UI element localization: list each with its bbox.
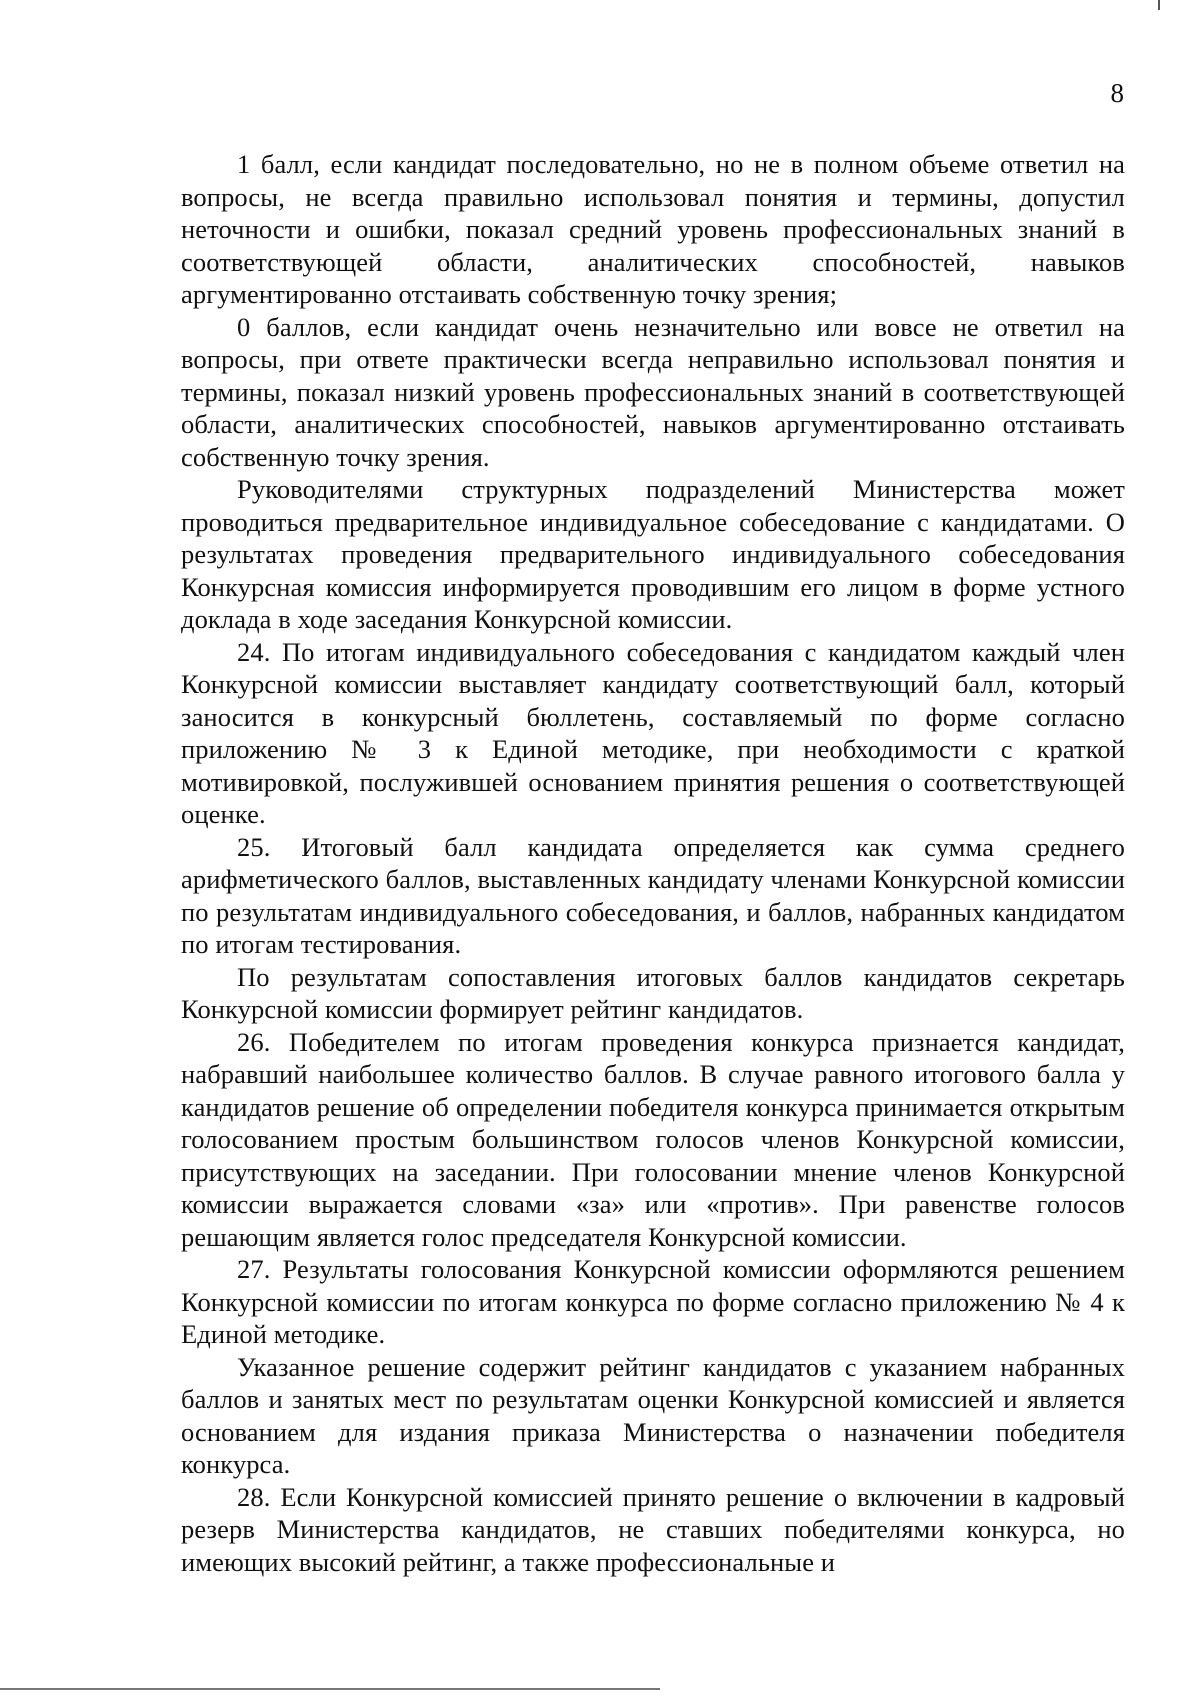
paragraph-score-0: 0 баллов, если кандидат очень незначительно или вовсе не ответил на вопросы, при ответе практически всегда неправильно использовал понятия и термины, показал низкий уровень профессиональных знаний в соответствующей области, аналитических способностей, навыков аргументированно отстаивать собственную точку зрения. [181, 311, 1125, 472]
paragraph-decision: Указанное решение содержит рейтинг кандидатов с указанием набранных баллов и занятых мест по результатам оценки Конкурсной комиссией и является основанием для издания приказа Министерства о назначении победителя конкурса. [181, 1351, 1125, 1479]
paragraph-score-1: 1 балл, если кандидат последовательно, но не в полном объеме ответил на вопросы, не всегда правильно использовал понятия и термины, допустил неточности и ошибки, показал средний уровень профессиональных знаний в соответствующей области, аналитических способностей, навыков аргументированно отстаивать собственную точку зрения; [181, 149, 1125, 309]
paragraph-rating: По результатам сопоставления итоговых баллов кандидатов секретарь Конкурсной комиссии формирует рейтинг кандидатов. [181, 961, 1125, 1024]
scan-bottom-edge [0, 1688, 660, 1690]
paragraph-24: 24. По итогам индивидуального собеседования с кандидатом каждый член Конкурсной комиссии выставляет кандидату соответствующий балл, который заносится в конкурсный бюллетень, составляемый по форме согласно приложению № 3 к Единой методике, при необходимости с краткой мотивировкой, послужившей основанием принятия решения о соответствующей оценке. [181, 636, 1125, 829]
paragraph-26: 26. Победителем по итогам проведения конкурса признается кандидат, набравший наибольшее количество баллов. В случае равного итогового балла у кандидатов решение об определении победителя конкурса принимается открытым голосованием простым большинством голосов членов Конкурсной комиссии, присутствующих на заседании. При голосовании мнение членов Конкурсной комиссии выражается словами «за» или «против». При равенстве голосов решающим является голос председателя Конкурсной комиссии. [181, 1026, 1125, 1252]
page-number: 8 [1110, 78, 1124, 108]
paragraph-28: 28. Если Конкурсной комиссией принято решение о включении в кадровый резерв Министерства кандидатов, не ставших победителями конкурса, но имеющих высокий рейтинг, а также профессиональные и [181, 1481, 1125, 1577]
scan-edge-mark [1158, 0, 1160, 10]
document-body [181, 148, 1125, 1578]
paragraph-25: 25. Итоговый балл кандидата определяется как сумма среднего арифметического баллов, выставленных кандидату членами Конкурсной комиссии по результатам индивидуального собеседования, и баллов, набранных кандидатом по итогам тестирования. [181, 831, 1125, 959]
paragraph-27: 27. Результаты голосования Конкурсной комиссии оформляются решением Конкурсной комиссии по итогам конкурса по форме согласно приложению № 4 к Единой методике. [181, 1254, 1125, 1349]
paragraph-preliminary-interview: Руководителями структурных подразделений Министерства может проводиться предварительное индивидуальное собеседование с кандидатами. О результатах проведения предварительного индивидуального собеседования Конкурсная комиссия информируется проводившим его лицом в форме устного доклада в ходе заседания Конкурсной комиссии. [181, 474, 1125, 634]
